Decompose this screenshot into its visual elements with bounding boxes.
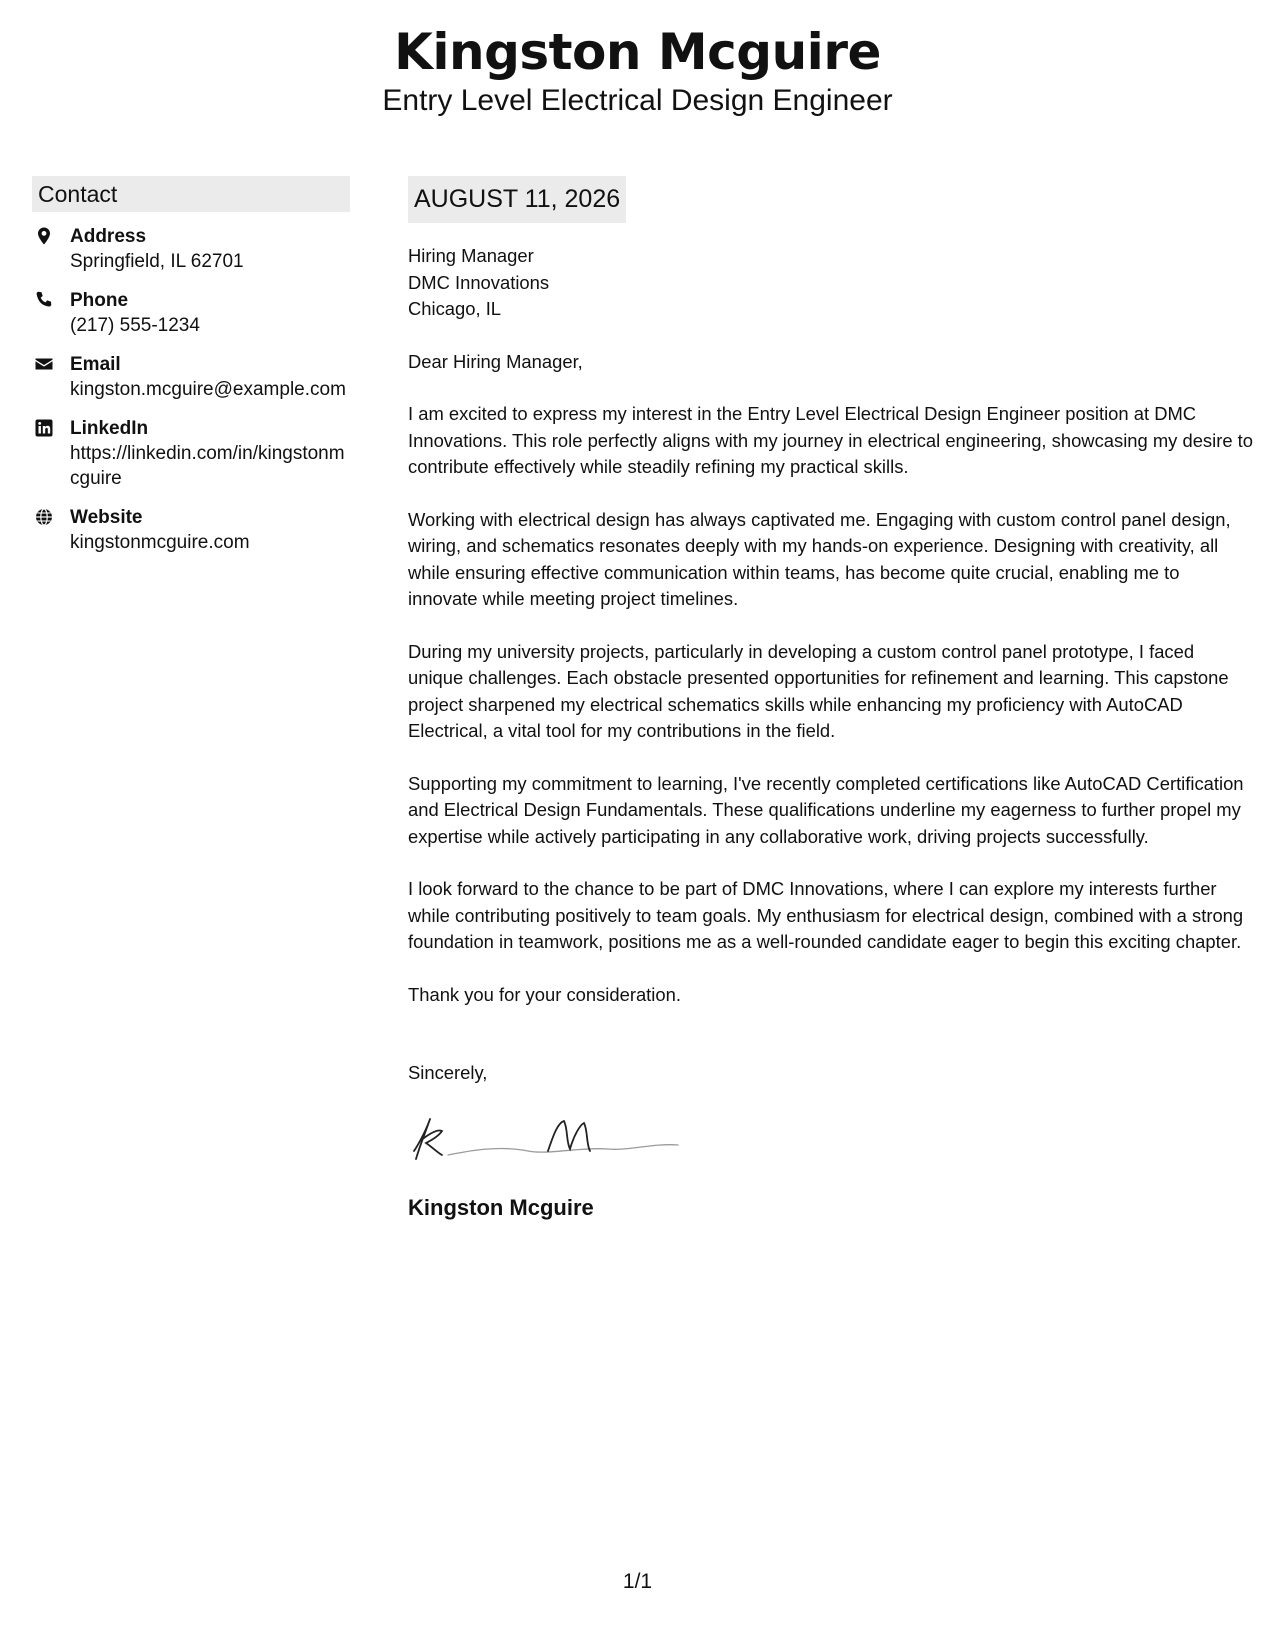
contact-item-linkedin: [32, 416, 350, 491]
contact-label: Phone: [70, 290, 129, 311]
signer-name: Kingston Mcguire: [408, 1194, 594, 1220]
contact-label: Email: [70, 354, 121, 375]
page-number: 1/1: [622, 1570, 653, 1593]
phone-icon: [34, 290, 54, 310]
contact-item-address: [32, 224, 350, 274]
body-paragraph: Working with electrical design has always captivated me. Engaging with custom control panel design, wiring, and schematics resonates deeply with my hands-on experience. Designing with creativity, all while ensuring effective communication within teams, has become quite crucial, enabling me to innovate while meeting project timelines.: [408, 508, 1231, 609]
contact-value: https://linkedin.com/in/kingstonmcguire: [70, 443, 345, 489]
map-pin-icon: [34, 226, 54, 246]
closing-line: Thank you for your consideration.: [408, 983, 681, 1005]
contact-label: LinkedIn: [70, 418, 149, 439]
body-paragraph: Supporting my commitment to learning, I've recently completed certifications like AutoCAD Certification and Electrical Design Fundamentals. These qualifications underline my eagerness to further propel my expertise while actively participating in any collaborative work, driving projects successfully.: [408, 772, 1244, 847]
contact-value: kingston.mcguire@example.com: [70, 379, 346, 400]
body-paragraph: I am excited to express my interest in the Entry Level Electrical Design Engineer position at DMC Innovations. This role perfectly aligns with my journey in electrical engineering, showcasing my desire to contribute effectively while steadily refining my practical skills.: [408, 403, 1254, 477]
contact-value: Springfield, IL 62701: [70, 251, 244, 272]
letter-header: [0, 22, 1275, 120]
applicant-title: Entry Level Electrical Design Engineer: [382, 84, 893, 117]
contact-label: Website: [70, 507, 143, 528]
signoff: Sincerely,: [408, 1062, 488, 1083]
contact-item-website: [32, 505, 350, 555]
body-paragraph: During my university projects, particularly in developing a custom control panel prototype, I faced unique challenges. Each obstacle presented opportunities for refinement and learning. This capstone project sharpened my electrical schematics skills while enhancing my proficiency with AutoCAD Electrical, a vital tool for my contributions in the field.: [408, 640, 1229, 741]
contact-list: [32, 224, 350, 555]
contact-item-email: [32, 352, 350, 402]
applicant-name: Kingston Mcguire: [394, 23, 881, 81]
recipient-line: DMC Innovations: [408, 271, 550, 293]
letter-body: [408, 176, 1254, 1223]
contact-sidebar: [32, 176, 350, 569]
linkedin-icon: [34, 418, 54, 438]
envelope-icon: [34, 354, 54, 374]
contact-value: (217) 555-1234: [70, 315, 200, 336]
globe-icon: [34, 507, 54, 527]
body-paragraph: I look forward to the chance to be part of DMC Innovations, where I can explore my interests further while contributing positively to team goals. My enthusiasm for electrical design, combined with a strong foundation in teamwork, positions me as a well-rounded candidate eager to begin this exciting chapter.: [408, 878, 1244, 952]
contact-item-phone: [32, 288, 350, 338]
letter-date: AUGUST 11, 2026: [408, 176, 626, 223]
contact-heading: Contact: [32, 176, 350, 212]
recipient-line: Hiring Manager: [408, 245, 534, 266]
recipient-block: [408, 243, 1254, 323]
contact-label: Address: [70, 226, 147, 247]
greeting: Dear Hiring Manager,: [408, 350, 583, 372]
recipient-line: Chicago, IL: [408, 298, 502, 319]
handwritten-signature: [408, 1111, 1254, 1167]
contact-value: kingstonmcguire.com: [70, 532, 250, 553]
